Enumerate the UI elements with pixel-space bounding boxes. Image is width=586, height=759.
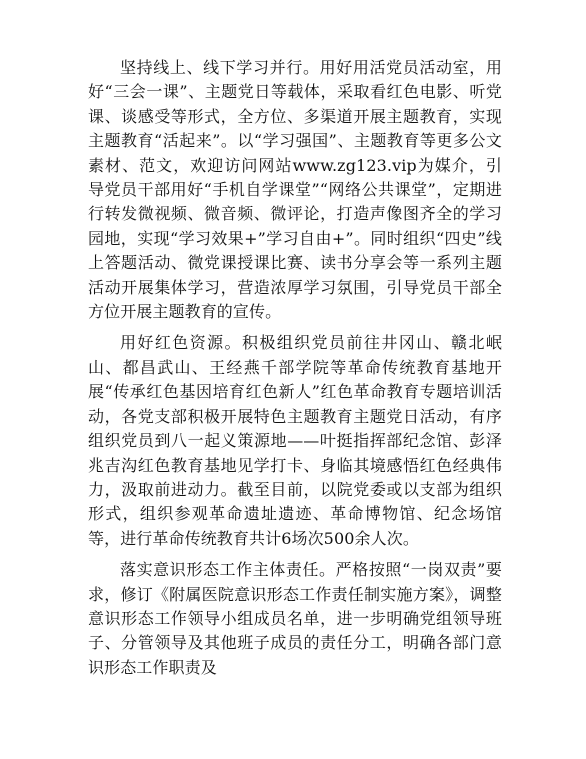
paragraph-study-online-offline: 坚持线上、线下学习并行。用好用活党员活动室，用好“三会一课”、主题党日等载体，采取看红色电影、听党课、谈感受等形式，全方位、多渠道开展主题教育，实现主题教育“活起来”。以“学习强国”、主题教育等更多公文素材、范文，欢迎访问网站www.zg123.vip为媒介，引导党员干部用好“手机自学课堂”“网络公共课堂”，定期进行转发微视频、微音频、微评论，打造声像图齐全的学习园地，实现“学习效果+”学习自由+”。同时组织“四史”线上答题活动、微党课授课比赛、读书分享会等一系列主题活动开展集体学习，营造浓厚学习氛围，引导党员干部全方位开展主题教育的宣传。 <box>88 58 502 322</box>
paragraph-ideology-responsibility: 落实意识形态工作主体责任。严格按照“一岗双责”要求，修订《附属医院意识形态工作责任制实施方案》，调整意识形态工作领导小组成员名单，进一步明确党组领导班子、分管领导及其他班子成员的责任分工，明确各部门意识形态工作职责及 <box>88 560 502 677</box>
paragraph-red-resources: 用好红色资源。积极组织党员前往井冈山、赣北岷山、都昌武山、王经燕千部学院等革命传统教育基地开展“传承红色基因培育红色新人”红色革命教育专题培训活动，各党支部积极开展特色主题教育主题党日活动，有序组织党员到八一起义策源地——叶挺指挥部纪念馆、彭泽兆吉沟红色教育基地见学打卡、身临其境感悟红色经典伟力，汲取前进动力。截至目前，以院党委或以支部为组织形式，组织参观革命遗址遗迹、革命博物馆、纪念场馆等，进行革命传统教育共计6场次500余人次。 <box>88 333 502 548</box>
document-body <box>88 56 502 680</box>
